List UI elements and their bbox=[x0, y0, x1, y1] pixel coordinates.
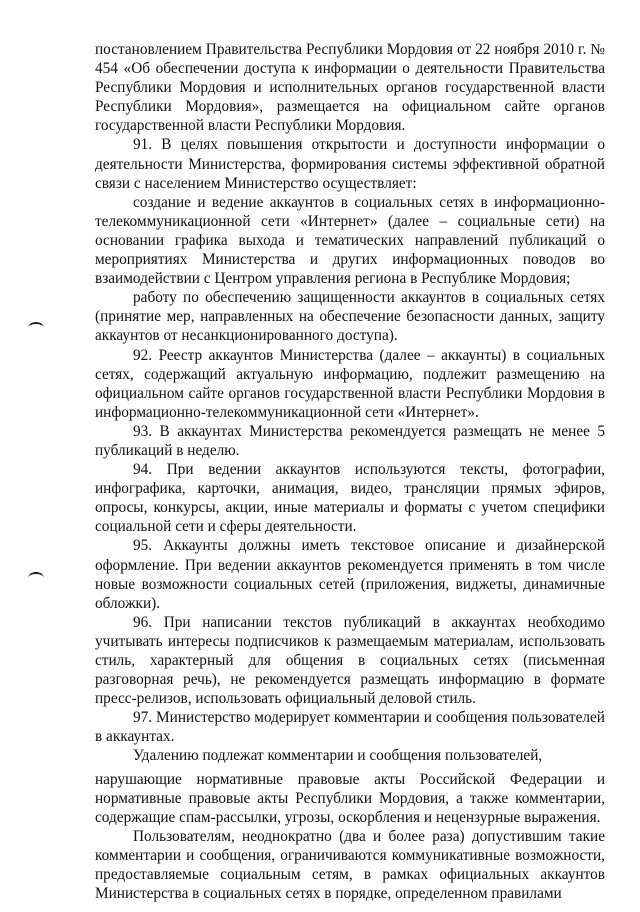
paragraph: 93. В аккаунтах Министерства рекомендуется размещать не менее 5 публикаций в неделю. bbox=[95, 422, 605, 459]
paragraph: 96. При написании текстов публикаций в аккаунтах необходимо учитывать интересы подписчиков к размещаемым материалам, использовать стиль, характерный для общения в социальных сетях (письменная разговорная речь), не рекомендуется размещать информацию в формате пресс-релизов, использовать официальный деловой стиль. bbox=[95, 613, 605, 708]
paragraph: 95. Аккаунты должны иметь текстовое описание и дизайнерской оформление. При ведении аккаунтов рекомендуется применять в том числе новые возможности социальных сетей (приложения, виджеты, динамичные обложки). bbox=[95, 537, 605, 612]
paragraph: постановлением Правительства Республики Мордовия от 22 ноября 2010 г. № 454 «Об обеспечении доступа к информации о деятельности Правительства Республики Мордовия и исполнительных органов государственной власти Республики Мордовия», размещается на официальном сайте органов государственной власти Республики Мордовия. bbox=[95, 41, 605, 135]
paragraph: 92. Реестр аккаунтов Министерства (далее – аккаунты) в социальных сетях, содержащий актуальную информацию, подлежит размещению на официальном сайте органов государственной власти Республики Мордовия в информационно-телекоммуникационной сети «Интернет». bbox=[95, 346, 605, 421]
paragraph: создание и ведение аккаунтов в социальных сетях в информационно-телекоммуникационной сети «Интернет» (далее – социальные сети) на основании графика выхода и тематических направлений публикаций о мероприятиях Министерства и других информационных поводов во взаимодействии с Центром управления региона в Республике Мордовия; bbox=[95, 193, 605, 288]
binding-hole-mark bbox=[28, 572, 44, 584]
paragraph: нарушающие нормативные правовые акты Российской Федерации и нормативные правовые акты Республики Мордовия, а также комментарии, содержащие спам-рассылки, угрозы, оскорбления и нецензурные выражения. bbox=[95, 770, 605, 826]
paragraph: 94. При ведении аккаунтов используются тексты, фотографии, инфографика, карточки, анимация, видео, трансляции прямых эфиров, опросы, конкурсы, акции, иные материалы и форматы с учетом специфики социальной сети и сферы деятельности. bbox=[95, 461, 605, 536]
document-text bbox=[95, 40, 605, 903]
binding-hole-mark bbox=[28, 322, 44, 334]
paragraph: 91. В целях повышения открытости и доступности информации о деятельности Министерства, формирования системы эффективной обратной связи с населением Министерство осуществляет: bbox=[95, 136, 605, 192]
paragraph: Удалению подлежат комментарии и сообщения пользователей, bbox=[133, 747, 543, 765]
paragraph: Пользователям, неоднократно (два и более раза) допустившим такие комментарии и сообщения, ограничиваются коммуникативные возможности, предоставляемые социальным сетям, в рамках официальных аккаунтов Министерства в социальных сетях в порядке, определенном правилами bbox=[95, 827, 605, 903]
paragraph: работу по обеспечению защищенности аккаунтов в социальных сетях (принятие мер, направленных на обеспечение безопасности данных, защиту аккаунтов от несанкционированного доступа). bbox=[95, 289, 605, 345]
paragraph: 97. Министерство модерирует комментарии и сообщения пользователей в аккаунтах. bbox=[95, 709, 605, 746]
